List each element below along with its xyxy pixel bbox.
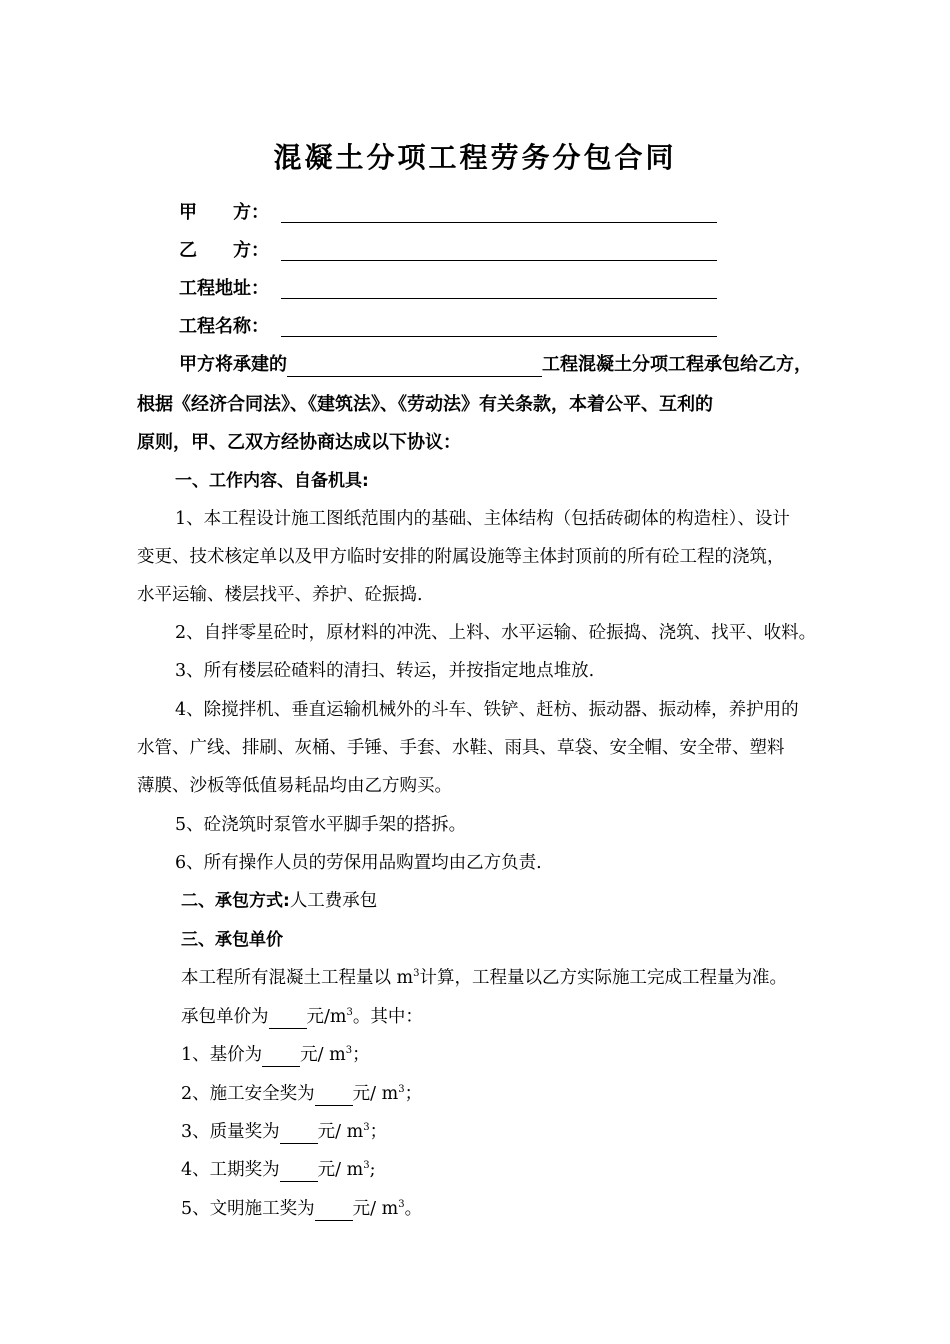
section-3-line-1-post: 计算，工程量以乙方实际施工完成工程量为准。 <box>419 968 788 988</box>
unit-price-post: 。其中： <box>352 1007 423 1027</box>
section-1-item-4-line-1: 4、除搅拌机、垂直运输机械外的斗车、铁铲、赶枋、振动器、振动棒，养护用的 <box>175 700 799 720</box>
price-item <box>181 1082 422 1106</box>
price-item-mid: 元/ m <box>317 1122 364 1142</box>
project-address-blank <box>281 298 717 299</box>
price-item-superscript: 3 <box>363 1122 370 1134</box>
section-3-line-1 <box>181 966 787 990</box>
section-1-item-4-line-3: 薄膜、沙板等低值易耗品均由乙方购买。 <box>137 776 452 796</box>
section-2 <box>181 889 377 913</box>
project-name-blank <box>281 336 717 337</box>
price-item-pre: 5、文明施工奖为 <box>181 1199 315 1219</box>
section-1-item-3: 3、所有楼层砼碴料的清扫、转运，并按指定地点堆放. <box>175 661 595 681</box>
intro-line-1-post: 工程混凝土分项工程承包给乙方， <box>542 354 812 375</box>
price-item-mid: 元/ m <box>352 1199 399 1219</box>
section-3-heading: 三、承包单价 <box>181 930 283 950</box>
intro-line-3: 原则，甲、乙双方经协商达成以下协议： <box>137 432 461 453</box>
section-1-item-1-line-3: 水平运输、楼层找平、养护、砼振捣. <box>137 585 423 605</box>
party-b-label: 乙 方： <box>179 240 269 261</box>
price-item-post: ； <box>352 1045 370 1065</box>
section-1-item-5: 5、砼浇筑时泵管水平脚手架的搭拆。 <box>175 815 467 835</box>
price-item-pre: 2、施工安全奖为 <box>181 1084 315 1104</box>
unit-price-blank <box>269 1010 307 1029</box>
section-1-heading: 一、工作内容、自备机具: <box>175 471 369 491</box>
document-title: 混凝土分项工程劳务分包合同 <box>273 141 677 174</box>
party-a-label: 甲 方： <box>179 202 269 223</box>
intro-line-2: 根据《经济合同法》、《建筑法》、《劳动法》有关条款，本着公平、互利的 <box>137 394 713 415</box>
price-item <box>181 1197 422 1221</box>
section-3-line-1-pre: 本工程所有混凝土工程量以 m <box>181 968 414 988</box>
price-item-pre: 4、工期奖为 <box>181 1160 280 1180</box>
project-name-label: 工程名称： <box>179 316 269 337</box>
section-2-heading: 二、承包方式: <box>181 891 290 911</box>
price-item-pre: 3、质量奖为 <box>181 1122 280 1142</box>
price-item-blank <box>315 1087 353 1106</box>
price-item-post: ； <box>369 1122 388 1142</box>
party-b-blank <box>281 260 717 261</box>
price-item-mid: 元/ m <box>300 1045 346 1065</box>
intro-line-1-pre: 甲方将承建的 <box>179 354 287 375</box>
price-item-mid: 元/ m <box>352 1084 399 1104</box>
project-blank <box>287 356 542 377</box>
intro-line-1 <box>179 353 812 377</box>
unit-price-pre: 承包单价为 <box>181 1007 269 1027</box>
price-item-post: ; <box>369 1160 376 1180</box>
price-item-superscript: 3 <box>363 1160 370 1172</box>
price-item-pre: 1、基价为 <box>181 1045 263 1065</box>
unit-price-superscript: 3 <box>346 1007 353 1019</box>
price-item <box>181 1043 370 1067</box>
project-address-label: 工程地址： <box>179 278 269 299</box>
section-1-item-1-line-1: 1、本工程设计施工图纸范围内的基础、主体结构（包括砖砌体的构造柱）、设计 <box>175 509 790 529</box>
price-item-blank <box>315 1202 353 1221</box>
price-item-post: 。 <box>404 1199 423 1219</box>
price-item-superscript: 3 <box>398 1199 405 1211</box>
price-item <box>181 1158 375 1182</box>
unit-price-mid: 元/m <box>306 1007 347 1027</box>
price-item-blank <box>280 1125 318 1144</box>
price-item-superscript: 3 <box>345 1045 353 1057</box>
cubic-superscript: 3 <box>413 968 420 980</box>
party-a-blank <box>281 222 717 223</box>
price-item <box>181 1120 387 1144</box>
unit-price-line <box>181 1005 423 1029</box>
section-1-item-1-line-2: 变更、技术核定单以及甲方临时安排的附属设施等主体封顶前的所有砼工程的浇筑， <box>137 547 785 567</box>
section-1-item-2: 2、自拌零星砼时，原材料的冲洗、上料、水平运输、砼振捣、浇筑、找平、收料。 <box>175 623 817 643</box>
price-item-blank <box>262 1048 300 1067</box>
price-item-blank <box>280 1163 318 1182</box>
section-1-item-6: 6、所有操作人员的劳保用品购置均由乙方负责. <box>175 853 542 873</box>
section-2-value: 人工费承包 <box>289 891 378 911</box>
price-item-post: ； <box>404 1084 423 1104</box>
section-1-item-4-line-2: 水管、广线、排刷、灰桶、手锤、手套、水鞋、雨具、草袋、安全帽、安全带、塑料 <box>137 738 785 758</box>
price-item-superscript: 3 <box>398 1084 405 1096</box>
price-item-mid: 元/ m <box>317 1160 364 1180</box>
